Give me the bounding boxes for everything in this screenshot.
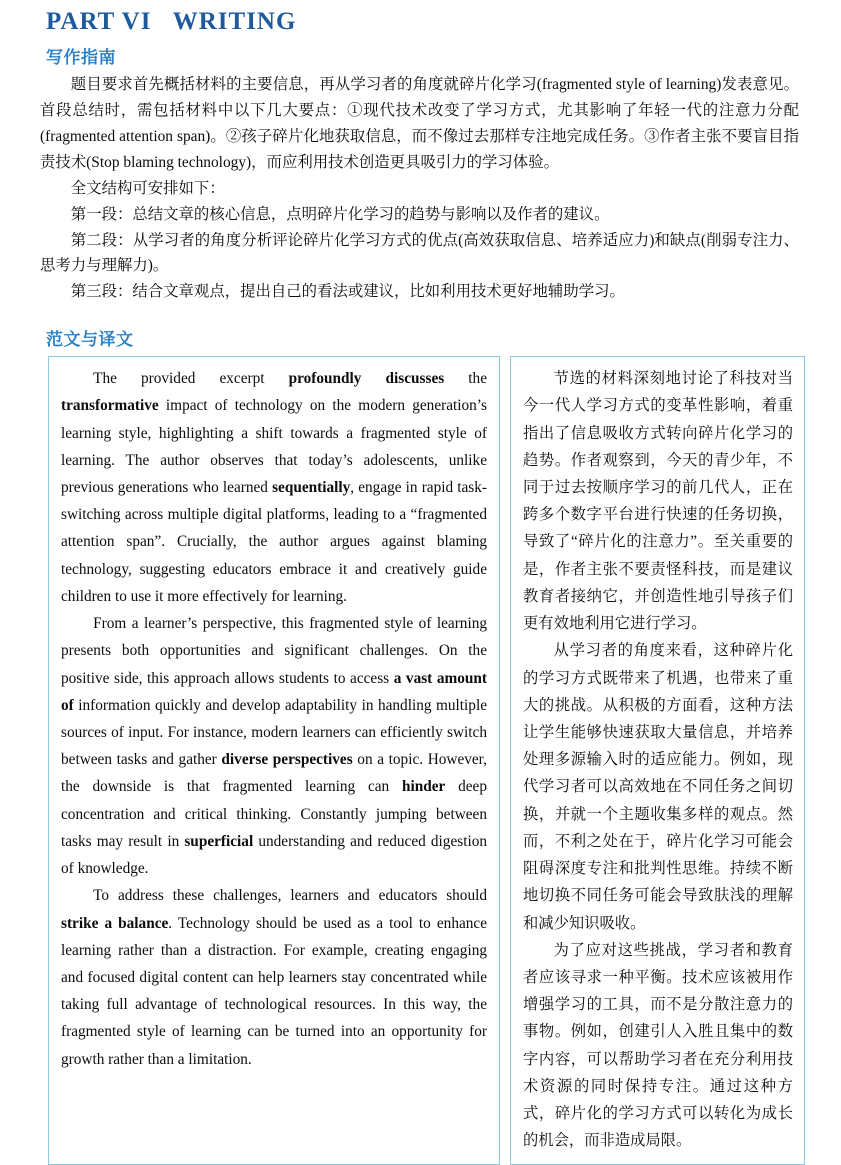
essay-text: on a topic. However, the downside is that fragmented learning can — [61, 751, 487, 796]
guide-paragraph: 第三段：结合文章观点，提出自己的看法或建议，比如利用技术更好地辅助学习。 — [70, 283, 625, 301]
essay-text: To address these challenges, learners and educators should — [93, 887, 487, 905]
emphasised-phrase: profoundly discusses — [288, 370, 445, 388]
emphasised-phrase: superficial — [184, 832, 254, 850]
guide-paragraph: 全文结构可安排如下： — [70, 179, 225, 197]
essay-text: understanding and reduced digestion of knowledge. — [61, 832, 487, 878]
essay-text: deep concentration and critical thinking. Constantly jumping between tasks may result in — [61, 778, 487, 850]
emphasised-phrase: diverse perspectives — [221, 751, 353, 769]
writing-page — [0, 6, 841, 1150]
english-essay-body — [61, 365, 487, 1073]
essay-text: The provided excerpt — [93, 370, 289, 388]
guide-paragraph: 第二段：从学习者的角度分析评论碎片化学习方式的优点(高效获取信息、培养适应力)和缺点(削弱专注力、思考力与理解力)。 — [40, 231, 799, 275]
emphasised-phrase: hinder — [401, 778, 446, 796]
essay-text: impact of technology on the modern generation’s learning style, highlighting a shift towards a fragmented style of learning. The author observes that today’s adolescents, unlike previous generations who learned — [61, 397, 487, 496]
sample-essay-row — [48, 356, 799, 1165]
essay-text: . Technology should be used as a tool to enhance learning rather than a distraction. For example, creating engaging and focused digital content can help learners stay concentrated while taking full advantage of technological resources. In this way, the fragmented style of learning can be turned into an opportunity for growth rather than a limitation. — [61, 914, 487, 1068]
chinese-translation-box — [510, 356, 805, 1165]
emphasised-phrase: strike a balance — [61, 914, 169, 932]
translation-paragraph: 为了应对这些挑战，学习者和教育者应该寻求一种平衡。技术应该被用作增强学习的工具，而不是分散注意力的事物。例如，创建引人入胜且集中的数字内容，可以帮助学习者在充分利用技术资源的同时保持专注。通过这种方式，碎片化的学习方式可以转化为成长的机会，而非造成局限。 — [523, 941, 793, 1150]
emphasised-phrase: sequentially — [272, 479, 351, 496]
section-heading-sample-essay: 范文与译文 — [46, 330, 134, 350]
english-essay-paragraph — [61, 610, 487, 882]
essay-text: information quickly and develop adaptability in handling multiple sources of input. For instance, modern learners can efficiently switch between tasks and gather — [61, 696, 487, 769]
essay-text: , engage in rapid task-switching across multiple digital platforms, leading to a “fragmented attention span”. Crucially, the author argues against blaming technology, suggesting educators embrace it and creatively guide children to use it more effectively for learning. — [61, 479, 488, 605]
page-title: PART VI WRITING — [46, 8, 297, 35]
english-essay-box — [48, 356, 500, 1165]
essay-text: From a learner’s perspective, this fragmented style of learning presents both opportunities and significant challenges. On the positive side, this approach allows students to access — [61, 615, 487, 687]
guide-paragraph: 第一段：总结文章的核心信息，点明碎片化学习的趋势与影响以及作者的建议。 — [70, 205, 610, 223]
writing-guide-body — [40, 72, 799, 305]
guide-paragraph: 题目要求首先概括材料的主要信息，再从学习者的角度就碎片化学习(fragmented style of learning)发表意见。首段总结时，需包括材料中以下几大要点：①现代技术改变了学习方式，尤其影响了年轻一代的注意力分配(fragmented attention span)。②孩子碎片化地获取信息，而不像过去那样专注地完成任务。③作者主张不要盲目指责技术(Stop blaming technology)，而应利用技术创造更具吸引力的学习体验。 — [40, 76, 799, 171]
english-essay-paragraph — [61, 882, 487, 1073]
english-essay-paragraph — [61, 365, 487, 610]
emphasised-phrase: transformative — [61, 397, 159, 415]
essay-text: the — [444, 370, 487, 388]
translation-paragraph: 节选的材料深刻地讨论了科技对当今一代人学习方式的变革性影响，着重指出了信息吸收方式转向碎片化学习的趋势。作者观察到，今天的青少年，不同于过去按顺序学习的前几代人，正在跨多个数字平台进行快速的任务切换，导致了“碎片化的注意力”。至关重要的是，作者主张不要责怪科技，而是建议教育者接纳它，并创造性地引导孩子们更有效地利用它进行学习。 — [523, 370, 793, 633]
translation-paragraph: 从学习者的角度来看，这种碎片化的学习方式既带来了机遇，也带来了重大的挑战。从积极的方面看，这种方法让学生能够快速获取大量信息，并培养处理多源输入时的适应能力。例如，现代学习者可以高效地在不同任务之间切换，并就一个主题收集多样的观点。然而，不利之处在于，碎片化学习可能会阻碍深度专注和批判性思维。持续不断地切换不同任务可能会导致肤浅的理解和减少知识吸收。 — [523, 642, 793, 932]
section-heading-writing-guide: 写作指南 — [46, 48, 116, 68]
emphasised-phrase: a vast amount of — [61, 669, 487, 714]
